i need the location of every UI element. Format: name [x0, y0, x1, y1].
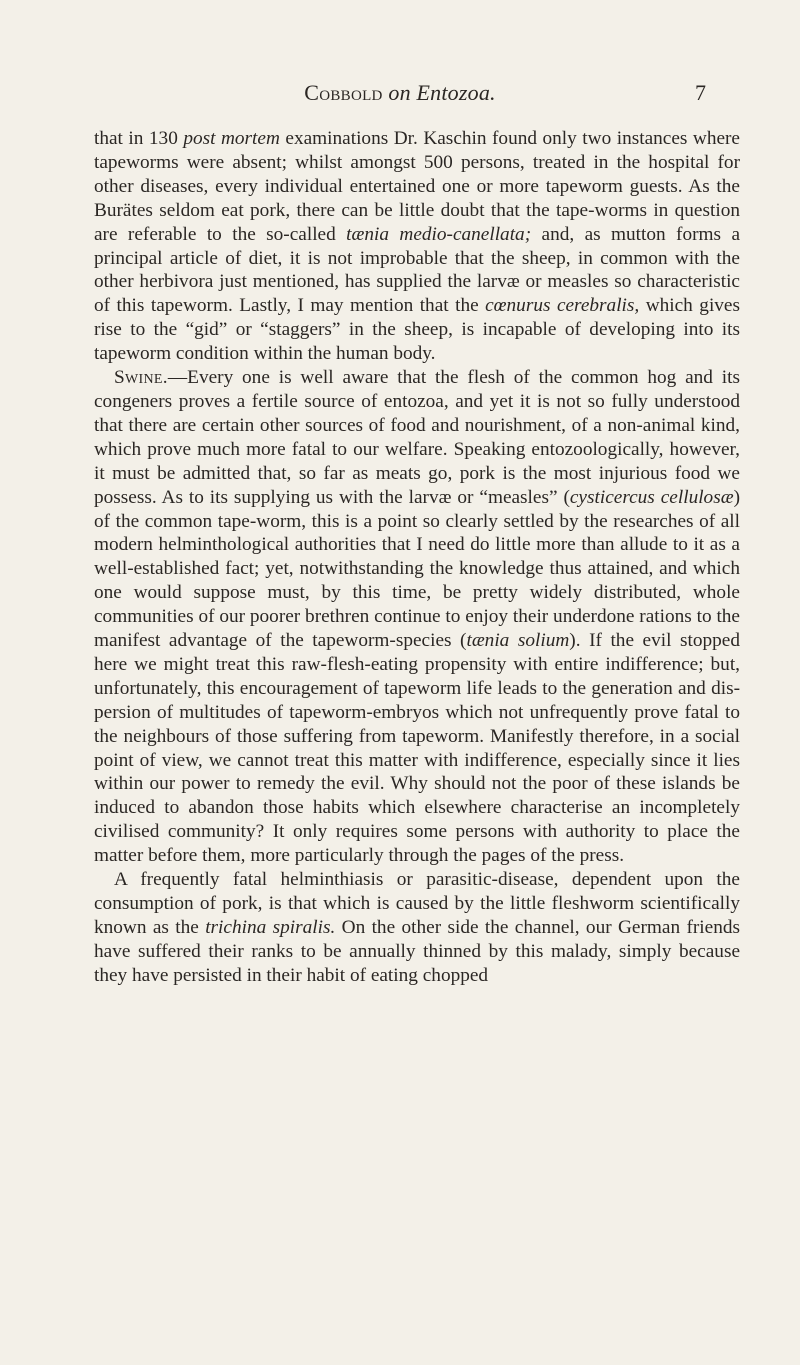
italic-term: trichina spiralis.: [205, 916, 336, 938]
text-run: —Every one is well aware that the flesh of the common hog and its congeners proves a fertile source of entozoa, and yet it is not so fully understood that there are certain other sources of food and nourishment, of a non-animal kind, which prove much more fatal to our welfare. Speaking entozoologically, however, it must be admitted that, so far as meats go, pork is the most injurious food we possess. As to its supplying us with the larvæ or “measles” (: [94, 367, 740, 508]
text-run: ). If the evil stopped here we might treat this raw-flesh-eating propensity with entire indifference; but, unfortunately, this encouragement of tapeworm life leads to the generation and dis-persion of multitudes of tapeworm-embryos which not unfrequently prove fatal to the neighbours of those suffering from tapeworm. Manifestly therefore, in a social point of view, we cannot treat this matter with indifference, especially since it lies within our power to remedy the evil. Why should not the poor of these islands be induced to abandon those habits which elsewhere characterise an incompletely civilised community? It only requires some persons with authority to place the matter before them, more particularly through the pages of the press.: [94, 630, 740, 867]
italic-term: post mortem: [183, 128, 280, 149]
paragraph: [94, 127, 740, 366]
page-header: [0, 80, 800, 110]
text-run: which gives rise to the “gid” or “staggers” in the sheep, is incapable of developing into its tapeworm condition within the human body.: [94, 295, 740, 365]
text-run: ) of the common tape-worm, this is a point so clearly settled by the researches of all modern helminthological authorities that I need do little more than allude to it as a well-established fact; yet, notwithstanding the knowledge thus attained, and which one would suppose must, by this time, be pretty widely distributed, whole communities of our poorer brethren continue to enjoy their underdone rations to the manifest advantage of the tapeworm-species (: [94, 486, 740, 652]
running-title: [0, 80, 800, 106]
page-number: 7: [695, 80, 706, 105]
paragraph: [94, 366, 740, 868]
text-run: A frequently fatal helminthiasis or parasitic-disease, dependent upon the consumption of pork, is that which is caused by the little fleshworm scientifically known as the: [94, 869, 740, 938]
text-run: that in 130: [94, 128, 184, 149]
text-run: examinations Dr. Kaschin found only two instances where tapeworms were absent; whilst amongst 500 persons, treated in the hospital for other diseases, every individual entertained one or more tapeworm guests. As the Burätes seldom eat pork, there can be little doubt that the tape-worms in question are referable to the so-called: [94, 128, 740, 245]
text-run: On the other side the channel, our German friends have suffered their ranks to be annually thinned by this malady, simply because they have persisted in their habit of eating chopped: [94, 916, 740, 986]
paragraph: [94, 868, 740, 988]
italic-term: tænia medio-canellata;: [346, 223, 532, 245]
running-title-author: Cobbold: [304, 80, 383, 105]
running-title-on: on: [388, 80, 411, 105]
italic-term: cysticercus cellulosæ: [569, 486, 734, 508]
italic-term: cœnurus cerebralis,: [485, 295, 640, 317]
body-text: [94, 127, 740, 988]
text-run: and, as mutton forms a principal article of diet, it is not improbable that the sheep, in common with the other herbivora just mentioned, has supplied the larvæ or measles so characteristic of this tapeworm. Lastly, I may mention that the: [94, 223, 740, 317]
section-heading: Swine.: [114, 367, 168, 389]
italic-term: tænia solium: [466, 630, 570, 652]
running-title-subject: Entozoa.: [416, 80, 496, 105]
